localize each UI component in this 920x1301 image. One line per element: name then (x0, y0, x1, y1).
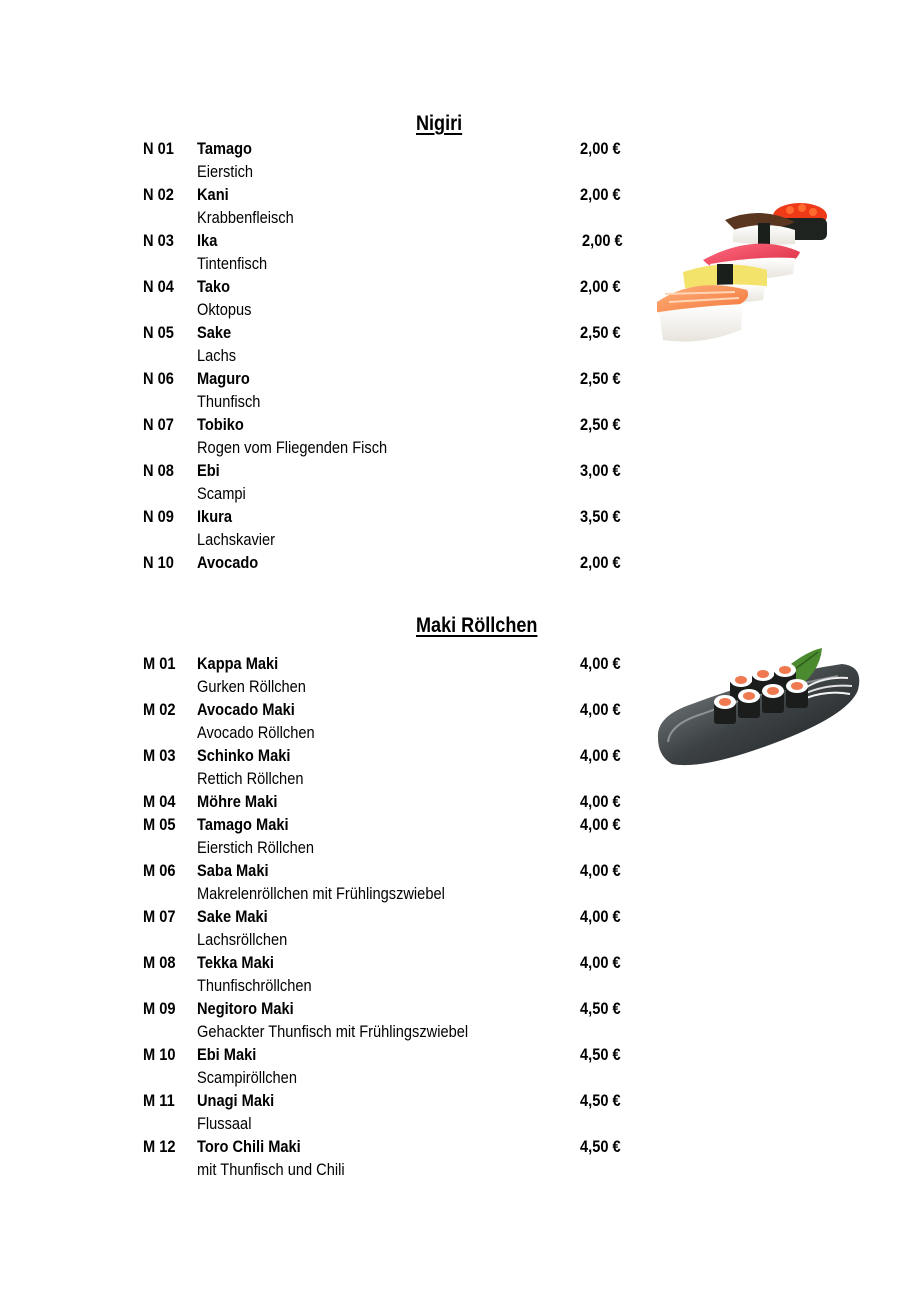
item-description: Tintenfisch (197, 254, 268, 273)
item-name: Sake (197, 323, 232, 342)
item-price: 4,50 € (580, 999, 621, 1018)
item-price: 2,00 € (580, 185, 621, 204)
item-price: 4,00 € (580, 815, 621, 834)
item-name: Tamago Maki (197, 815, 289, 834)
item-price: 4,00 € (580, 907, 621, 926)
item-name: Ebi (197, 461, 220, 480)
item-code: N 05 (143, 323, 174, 342)
item-name: Tako (197, 277, 231, 296)
item-price: 4,00 € (580, 700, 621, 719)
item-price: 4,00 € (580, 792, 621, 811)
item-code: M 03 (143, 746, 176, 765)
item-code: N 06 (143, 369, 174, 388)
item-name: Unagi Maki (197, 1091, 275, 1110)
item-description: Gehackter Thunfisch mit Frühlingszwiebel (197, 1022, 469, 1041)
item-code: M 09 (143, 999, 176, 1018)
item-price: 2,50 € (580, 369, 621, 388)
maki-plate-photo (652, 646, 864, 776)
item-name: Tamago (197, 139, 252, 158)
section-title-maki: Maki Röllchen (416, 614, 538, 637)
item-code: M 05 (143, 815, 176, 834)
item-code: N 07 (143, 415, 174, 434)
item-name: Tekka Maki (197, 953, 274, 972)
item-name: Möhre Maki (197, 792, 278, 811)
item-price: 4,50 € (580, 1091, 621, 1110)
item-price: 4,00 € (580, 953, 621, 972)
item-price: 4,50 € (580, 1045, 621, 1064)
item-name: Kappa Maki (197, 654, 279, 673)
item-code: M 01 (143, 654, 176, 673)
item-description: Thunfischröllchen (197, 976, 312, 995)
item-code: N 09 (143, 507, 174, 526)
item-price: 2,00 € (580, 553, 621, 572)
item-name: Tobiko (197, 415, 244, 434)
item-description: Eierstich (197, 162, 254, 181)
item-description: Lachs (197, 346, 237, 365)
item-code: M 10 (143, 1045, 176, 1064)
item-name: Saba Maki (197, 861, 269, 880)
item-description: Eierstich Röllchen (197, 838, 315, 857)
item-name: Avocado (197, 553, 259, 572)
item-description: Krabbenfleisch (197, 208, 294, 227)
item-price: 3,00 € (580, 461, 621, 480)
item-description: Gurken Röllchen (197, 677, 306, 696)
item-name: Negitoro Maki (197, 999, 294, 1018)
item-name: Maguro (197, 369, 250, 388)
nigiri-sushi-photo (655, 190, 835, 350)
item-name: Avocado Maki (197, 700, 295, 719)
item-code: M 08 (143, 953, 176, 972)
item-price: 2,00 € (580, 277, 621, 296)
item-code: M 02 (143, 700, 176, 719)
item-name: Toro Chili Maki (197, 1137, 301, 1156)
item-price: 4,00 € (580, 861, 621, 880)
item-name: Ikura (197, 507, 232, 526)
item-code: M 07 (143, 907, 176, 926)
item-price: 4,50 € (580, 1137, 621, 1156)
item-description: Rettich Röllchen (197, 769, 304, 788)
item-description: Lachsröllchen (197, 930, 288, 949)
item-name: Schinko Maki (197, 746, 291, 765)
item-price: 2,50 € (580, 415, 621, 434)
item-code: M 04 (143, 792, 176, 811)
item-description: mit Thunfisch und Chili (197, 1160, 345, 1179)
item-description: Rogen vom Fliegenden Fisch (197, 438, 388, 457)
item-price: 4,00 € (580, 654, 621, 673)
item-code: N 04 (143, 277, 174, 296)
item-description: Thunfisch (197, 392, 261, 411)
item-name: Sake Maki (197, 907, 268, 926)
item-price: 4,00 € (580, 746, 621, 765)
section-title-nigiri: Nigiri (416, 112, 463, 135)
item-price: 2,00 € (582, 231, 623, 250)
item-code: M 06 (143, 861, 176, 880)
item-code: N 02 (143, 185, 174, 204)
item-description: Makrelenröllchen mit Frühlingszwiebel (197, 884, 445, 903)
item-price: 2,00 € (580, 139, 621, 158)
item-name: Ika (197, 231, 218, 250)
item-code: M 12 (143, 1137, 176, 1156)
item-price: 2,50 € (580, 323, 621, 342)
item-code: M 11 (143, 1091, 175, 1110)
item-description: Flussaal (197, 1114, 252, 1133)
item-description: Scampi (197, 484, 246, 503)
item-code: N 03 (143, 231, 174, 250)
item-code: N 10 (143, 553, 174, 572)
item-code: N 01 (143, 139, 174, 158)
item-description: Avocado Röllchen (197, 723, 315, 742)
item-price: 3,50 € (580, 507, 621, 526)
item-code: N 08 (143, 461, 174, 480)
item-description: Scampiröllchen (197, 1068, 297, 1087)
item-description: Lachskavier (197, 530, 276, 549)
item-name: Ebi Maki (197, 1045, 257, 1064)
item-description: Oktopus (197, 300, 252, 319)
item-name: Kani (197, 185, 229, 204)
